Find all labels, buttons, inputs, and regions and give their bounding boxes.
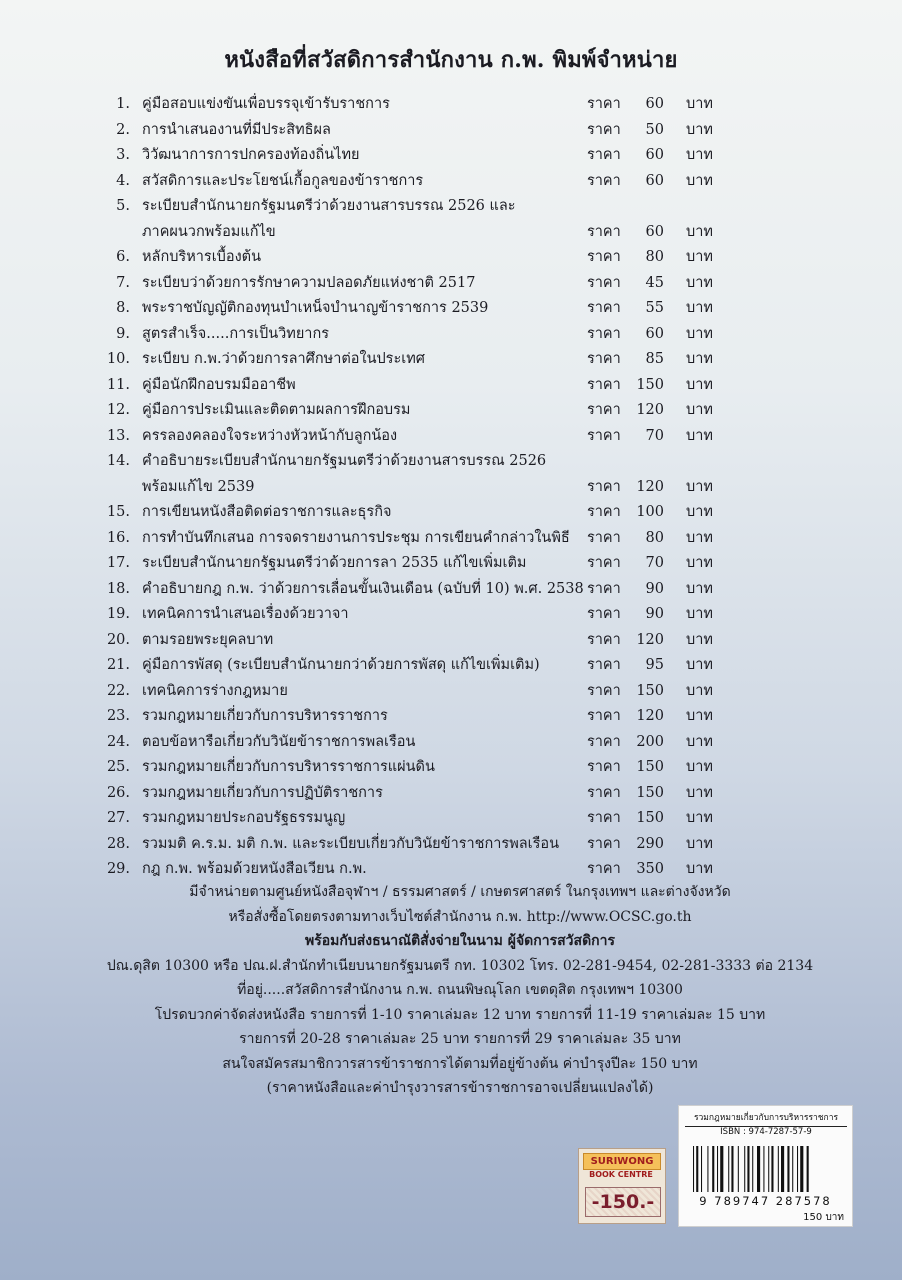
sticker-store-name: SURIWONG xyxy=(583,1153,661,1170)
book-number: 16. xyxy=(106,529,130,546)
currency-label: บาท xyxy=(686,351,713,367)
currency-label: บาท xyxy=(686,325,713,342)
book-price: 150 xyxy=(636,759,664,775)
book-number: 25. xyxy=(106,759,130,775)
price-label: ราคา xyxy=(587,657,621,673)
book-price: 60 xyxy=(645,172,664,189)
book-title: ระเบียบ ก.พ.ว่าด้วยการลาศึกษาต่อในประเทศ xyxy=(142,351,425,367)
book-title: การทำบันทึกเสนอ การจดรายงานการประชุม การเขียนคำกล่าวในพิธี xyxy=(142,529,570,546)
price-label: ราคา xyxy=(587,223,621,240)
book-list-item xyxy=(100,296,740,322)
book-title: รวมมติ ค.ร.ม. มติ ก.พ. และระเบียบเกี่ยวกับวินัยข้าราชการพลเรือน xyxy=(142,835,560,852)
price-label: ราคา xyxy=(587,172,621,189)
footer-line-7: รายการที่ 20-28 ราคาเล่มละ 25 บาท รายการที่ 29 ราคาเล่มละ 35 บาท xyxy=(239,1031,681,1047)
book-title: การเขียนหนังสือติดต่อราชการและธุรกิจ xyxy=(142,504,392,520)
book-price: 350 xyxy=(636,861,664,877)
footer-line-3: พร้อมกับส่งธนาณัติสั่งจ่ายในนาม ผู้จัดการสวัสดิการ xyxy=(304,933,616,949)
book-title: กฎ ก.พ. พร้อมด้วยหนังสือเวียน ก.พ. xyxy=(142,861,367,877)
book-price: 85 xyxy=(645,351,664,367)
book-list-item xyxy=(100,424,740,450)
book-list-item xyxy=(100,602,740,628)
book-list-item xyxy=(100,730,740,756)
book-number: 5. xyxy=(116,198,130,214)
sticker-price: -150.- xyxy=(585,1187,661,1217)
footer-line-8: สนใจสมัครสมาชิกวารสารข้าราชการได้ตามที่อยู่ข้างต้น ค่าบำรุงปีละ 150 บาท xyxy=(222,1055,698,1072)
currency-label: บาท xyxy=(686,402,713,418)
book-title: รวมกฎหมายเกี่ยวกับการบริหารราชการแผ่นดิน xyxy=(142,759,435,775)
book-price: 120 xyxy=(636,631,664,648)
currency-label: บาท xyxy=(686,555,713,571)
book-list-item xyxy=(100,449,740,500)
price-label: ราคา xyxy=(587,708,621,724)
book-title: ตามรอยพระยุคลบาท xyxy=(142,631,274,648)
book-number: 8. xyxy=(116,300,130,316)
book-list-item xyxy=(100,781,740,807)
price-label: ราคา xyxy=(587,784,621,801)
book-list-item xyxy=(100,373,740,399)
footer-line-9: (ราคาหนังสือและค่าบำรุงวารสารข้าราชการอาจเปลี่ยนแปลงได้) xyxy=(266,1080,654,1096)
currency-label: บาท xyxy=(686,147,713,163)
book-title: ระเบียบสำนักนายกรัฐมนตรีว่าด้วยการลา 2535 แก้ไขเพิ่มเติม xyxy=(142,555,527,571)
price-label: ราคา xyxy=(587,733,621,750)
book-price: 70 xyxy=(645,427,664,444)
book-number: 9. xyxy=(116,325,130,342)
book-title: คู่มือการประเมินและติดตามผลการฝึกอบรม xyxy=(142,402,411,418)
book-number: 2. xyxy=(116,121,130,138)
book-number: 18. xyxy=(106,580,130,597)
book-list-item xyxy=(100,322,740,348)
currency-label: บาท xyxy=(686,121,713,138)
price-label: ราคา xyxy=(587,478,621,495)
book-title: การนำเสนองานที่มีประสิทธิผล xyxy=(142,121,331,138)
book-number: 20. xyxy=(106,631,130,648)
book-number: 27. xyxy=(106,810,130,826)
currency-label: บาท xyxy=(686,708,713,724)
book-price: 80 xyxy=(645,249,664,265)
currency-label: บาท xyxy=(686,733,713,750)
currency-label: บาท xyxy=(686,504,713,520)
book-price: 150 xyxy=(636,682,664,699)
price-label: ราคา xyxy=(587,274,621,291)
barcode-price: 150 บาท xyxy=(803,1212,844,1223)
barcode-label xyxy=(678,1105,853,1227)
price-label: ราคา xyxy=(587,147,621,163)
currency-label: บาท xyxy=(686,249,713,265)
book-price: 95 xyxy=(645,657,664,673)
book-list-item xyxy=(100,577,740,603)
currency-label: บาท xyxy=(686,606,713,622)
book-number: 7. xyxy=(116,274,130,291)
book-list-item xyxy=(100,526,740,552)
sticker-subtitle: BOOK CENTRE xyxy=(589,1170,653,1179)
book-list-item xyxy=(100,194,740,245)
currency-label: บาท xyxy=(686,172,713,189)
price-label: ราคา xyxy=(587,504,621,520)
book-title: วิวัฒนาการการปกครองท้องถิ่นไทย xyxy=(142,147,360,163)
book-list-item xyxy=(100,628,740,654)
book-title: คู่มือนักฝึกอบรมมืออาชีพ xyxy=(142,376,296,393)
book-title: รวมกฎหมายเกี่ยวกับการบริหารราชการ xyxy=(142,708,388,724)
book-price: 60 xyxy=(645,147,664,163)
currency-label: บาท xyxy=(686,580,713,597)
currency-label: บาท xyxy=(686,631,713,648)
book-list-item xyxy=(100,500,740,526)
book-price: 290 xyxy=(636,835,664,852)
book-title: ตอบข้อหารือเกี่ยวกับวินัยข้าราชการพลเรือน xyxy=(142,733,416,750)
footer-line-5: ที่อยู่.....สวัสดิการสำนักงาน ก.พ. ถนนพิษณุโลก เขตดุสิต กรุงเทพฯ 10300 xyxy=(237,982,683,998)
book-list-item xyxy=(100,92,740,118)
book-number: 24. xyxy=(106,733,130,750)
book-price: 60 xyxy=(645,96,664,112)
price-label: ราคา xyxy=(587,580,621,597)
currency-label: บาท xyxy=(686,274,713,291)
page-title: หนังสือที่สวัสดิการสำนักงาน ก.พ. พิมพ์จำหน่าย xyxy=(224,47,678,73)
currency-label: บาท xyxy=(686,810,713,826)
book-list-item xyxy=(100,143,740,169)
book-number: 29. xyxy=(106,861,130,877)
book-number: 19. xyxy=(106,606,130,622)
barcode-book-title: รวมกฎหมายเกี่ยวกับการบริหารราชการ xyxy=(685,1110,847,1127)
book-list-item xyxy=(100,271,740,297)
book-number: 4. xyxy=(116,172,130,189)
book-price: 150 xyxy=(636,784,664,801)
book-title: คู่มือการพัสดุ (ระเบียบสำนักนายกว่าด้วยการพัสดุ แก้ไขเพิ่มเติม) xyxy=(142,657,540,673)
book-price: 55 xyxy=(645,300,664,316)
book-title: หลักบริหารเบื้องต้น xyxy=(142,249,261,265)
book-title: สวัสดิการและประโยชน์เกื้อกูลของข้าราชการ xyxy=(142,172,424,189)
book-price: 60 xyxy=(645,223,664,240)
price-sticker xyxy=(578,1148,666,1224)
book-title: คู่มือสอบแข่งขันเพื่อบรรจุเข้ารับราชการ xyxy=(142,96,390,112)
price-label: ราคา xyxy=(587,682,621,699)
book-number: 12. xyxy=(106,402,130,418)
currency-label: บาท xyxy=(686,478,713,495)
book-title-line-2: พร้อมแก้ไข 2539 xyxy=(142,478,255,495)
footer-line-4: ปณ.ดุสิต 10300 หรือ ปณ.ฝ.สำนักทำเนียบนายกรัฐมนตรี กท. 10302 โทร. 02-281-9454, 02-281-3333 ต่อ 2134 xyxy=(106,957,814,974)
book-price: 120 xyxy=(636,478,664,495)
price-label: ราคา xyxy=(587,402,621,418)
book-list-item xyxy=(100,118,740,144)
price-label: ราคา xyxy=(587,249,621,265)
book-title: เทคนิคการนำเสนอเรื่องด้วยวาจา xyxy=(142,606,349,622)
ordering-info xyxy=(100,880,820,1101)
price-label: ราคา xyxy=(587,759,621,775)
book-list-item xyxy=(100,679,740,705)
barcode-icon xyxy=(693,1146,843,1192)
book-title-line-2: ภาคผนวกพร้อมแก้ไข xyxy=(142,223,276,240)
price-label: ราคา xyxy=(587,300,621,316)
price-label: ราคา xyxy=(587,555,621,571)
price-label: ราคา xyxy=(587,121,621,138)
price-label: ราคา xyxy=(587,835,621,852)
price-label: ราคา xyxy=(587,427,621,444)
book-list-item xyxy=(100,653,740,679)
book-title: ครรลองคลองใจระหว่างหัวหน้ากับลูกน้อง xyxy=(142,427,398,444)
price-label: ราคา xyxy=(587,861,621,877)
currency-label: บาท xyxy=(686,300,713,316)
currency-label: บาท xyxy=(686,835,713,852)
book-title: รวมกฎหมายเกี่ยวกับการปฏิบัติราชการ xyxy=(142,784,383,801)
book-price: 80 xyxy=(645,529,664,546)
book-number: 6. xyxy=(116,249,130,265)
currency-label: บาท xyxy=(686,427,713,444)
book-list-item xyxy=(100,347,740,373)
book-price: 70 xyxy=(645,555,664,571)
book-number: 26. xyxy=(106,784,130,801)
book-list-item xyxy=(100,857,740,883)
book-list-item xyxy=(100,245,740,271)
footer-line-6: โปรดบวกค่าจัดส่งหนังสือ รายการที่ 1-10 ราคาเล่มละ 12 บาท รายการที่ 11-19 ราคาเล่มละ 15 บาท xyxy=(154,1006,766,1023)
book-price: 150 xyxy=(636,810,664,826)
book-title: ระเบียบว่าด้วยการรักษาความปลอดภัยแห่งชาติ 2517 xyxy=(142,274,476,291)
price-label: ราคา xyxy=(587,529,621,546)
book-number: 23. xyxy=(106,708,130,724)
book-number: 3. xyxy=(116,147,130,163)
currency-label: บาท xyxy=(686,529,713,546)
book-number: 11. xyxy=(106,376,130,393)
currency-label: บาท xyxy=(686,376,713,393)
book-number: 28. xyxy=(106,835,130,852)
price-label: ราคา xyxy=(587,325,621,342)
book-title: คำอธิบายระเบียบสำนักนายกรัฐมนตรีว่าด้วยงานสารบรรณ 2526 xyxy=(142,453,547,469)
currency-label: บาท xyxy=(686,223,713,240)
currency-label: บาท xyxy=(686,861,713,877)
book-title: รวมกฎหมายประกอบรัฐธรรมนูญ xyxy=(142,810,346,826)
book-number: 13. xyxy=(106,427,130,444)
book-title: ระเบียบสำนักนายกรัฐมนตรีว่าด้วยงานสารบรรณ 2526 และ xyxy=(142,198,516,214)
book-price: 120 xyxy=(636,402,664,418)
book-number: 17. xyxy=(106,555,130,571)
book-price: 100 xyxy=(636,504,664,520)
barcode-number: 9 789747 287578 xyxy=(699,1194,832,1208)
price-label: ราคา xyxy=(587,810,621,826)
price-label: ราคา xyxy=(587,351,621,367)
footer-line-2: หรือสั่งซื้อโดยตรงตามทางเว็บไซต์สำนักงาน ก.พ. http://www.OCSC.go.th xyxy=(228,908,692,925)
currency-label: บาท xyxy=(686,657,713,673)
book-number: 14. xyxy=(106,453,130,469)
book-title: เทคนิคการร่างกฎหมาย xyxy=(142,682,288,699)
price-label: ราคา xyxy=(587,376,621,393)
isbn-text: ISBN : 974-7287-57-9 xyxy=(720,1127,812,1137)
book-list-item xyxy=(100,169,740,195)
currency-label: บาท xyxy=(686,682,713,699)
currency-label: บาท xyxy=(686,759,713,775)
book-title: พระราชบัญญัติกองทุนบำเหน็จบำนาญข้าราชการ 2539 xyxy=(142,300,489,316)
book-list-item xyxy=(100,806,740,832)
book-price: 50 xyxy=(645,121,664,138)
book-price: 150 xyxy=(636,376,664,393)
book-price: 90 xyxy=(645,606,664,622)
book-price: 120 xyxy=(636,708,664,724)
book-price-list xyxy=(100,92,740,883)
currency-label: บาท xyxy=(686,784,713,801)
book-number: 10. xyxy=(106,351,130,367)
book-price: 60 xyxy=(645,325,664,342)
book-number: 21. xyxy=(106,657,130,673)
book-title: สูตรสำเร็จ.....การเป็นวิทยากร xyxy=(142,325,330,342)
price-label: ราคา xyxy=(587,631,621,648)
book-list-item xyxy=(100,551,740,577)
book-price: 45 xyxy=(645,274,664,291)
footer-line-1: มีจำหน่ายตามศูนย์หนังสือจุฬาฯ / ธรรมศาสตร์ / เกษตรศาสตร์ ในกรุงเทพฯ และต่างจังหวัด xyxy=(189,884,731,900)
currency-label: บาท xyxy=(686,96,713,112)
price-label: ราคา xyxy=(587,96,621,112)
book-list-item xyxy=(100,704,740,730)
book-number: 15. xyxy=(106,504,130,520)
price-label: ราคา xyxy=(587,606,621,622)
book-list-item xyxy=(100,398,740,424)
book-price: 200 xyxy=(636,733,664,750)
book-list-item xyxy=(100,755,740,781)
book-title: คำอธิบายกฎ ก.พ. ว่าด้วยการเลื่อนขั้นเงินเดือน (ฉบับที่ 10) พ.ศ. 2538 xyxy=(142,580,584,597)
book-number: 22. xyxy=(106,682,130,699)
book-price: 90 xyxy=(645,580,664,597)
book-list-item xyxy=(100,832,740,858)
book-number: 1. xyxy=(116,96,130,112)
